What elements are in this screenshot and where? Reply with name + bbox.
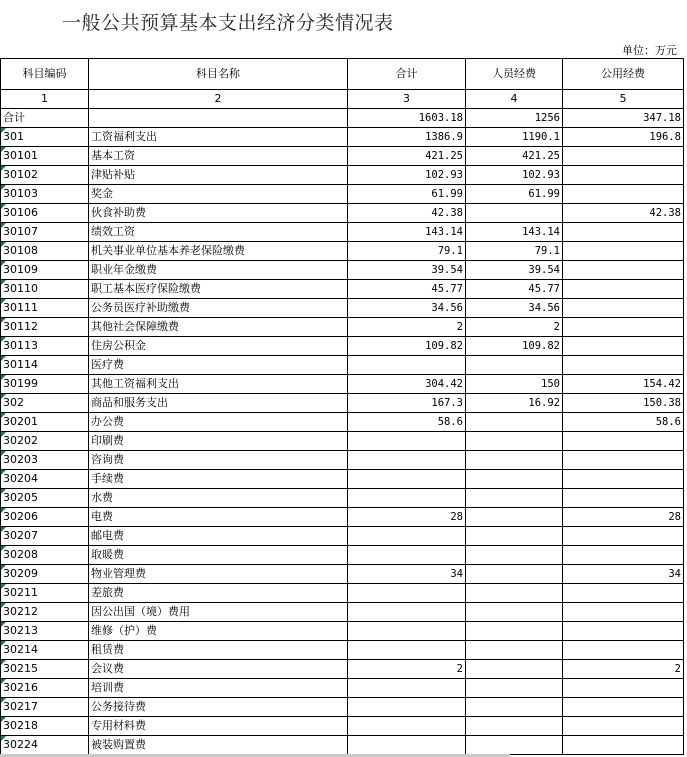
table-row: [1, 166, 684, 185]
cell-code[interactable]: [1, 261, 89, 280]
number-stored-as-text-indicator-icon: [1, 660, 6, 665]
cell-name[interactable]: 水费: [89, 489, 348, 508]
cell-code-text: 30111: [3, 301, 38, 314]
cell-name[interactable]: 商品和服务支出: [89, 394, 348, 413]
table-row: [1, 280, 684, 299]
cell-total[interactable]: [348, 679, 466, 698]
table-row: [1, 546, 684, 565]
number-stored-as-text-indicator-icon: [1, 736, 6, 741]
cell-code[interactable]: [1, 128, 89, 147]
table-row: [1, 185, 684, 204]
cell-code[interactable]: [1, 470, 89, 489]
cell-total[interactable]: 304.42: [348, 375, 466, 394]
number-stored-as-text-indicator-icon: [1, 527, 6, 532]
cell-personnel[interactable]: [466, 660, 563, 679]
cell-public[interactable]: 34: [563, 565, 684, 584]
unit-label: 单位：万元: [622, 44, 677, 57]
cell-public[interactable]: 150.38: [563, 394, 684, 413]
cell-total[interactable]: 28: [348, 508, 466, 527]
index-cell[interactable]: 4: [466, 90, 563, 109]
cell-code-text: 30110: [3, 282, 38, 295]
cell-personnel[interactable]: 143.14: [466, 223, 563, 242]
cell-personnel[interactable]: [466, 432, 563, 451]
cell-code-text: 30113: [3, 339, 38, 352]
number-stored-as-text-indicator-icon: [1, 679, 6, 684]
table-row: [1, 641, 684, 660]
cell-public[interactable]: [563, 470, 684, 489]
cell-personnel[interactable]: 150: [466, 375, 563, 394]
cell-code-text: 30203: [3, 453, 38, 466]
cell-name[interactable]: 因公出国（境）费用: [89, 603, 348, 622]
cell-code-text: 30212: [3, 605, 38, 618]
cell-code[interactable]: [1, 299, 89, 318]
header-name[interactable]: 科目名称: [89, 59, 348, 90]
cell-name[interactable]: 医疗费: [89, 356, 348, 375]
page-title: 一般公共预算基本支出经济分类情况表: [62, 12, 394, 34]
table-row: [1, 337, 684, 356]
cell-code[interactable]: [1, 679, 89, 698]
number-stored-as-text-indicator-icon: [1, 147, 6, 152]
cell-name[interactable]: 职业年金缴费: [89, 261, 348, 280]
cell-public[interactable]: [563, 584, 684, 603]
cell-code[interactable]: [1, 109, 89, 128]
table-row: [1, 375, 684, 394]
cell-name[interactable]: [89, 109, 348, 128]
cell-code[interactable]: [1, 489, 89, 508]
cell-total[interactable]: [348, 736, 466, 755]
cell-personnel[interactable]: [466, 622, 563, 641]
cell-code-text: 30214: [3, 643, 38, 656]
cell-name[interactable]: 公务接待费: [89, 698, 348, 717]
number-stored-as-text-indicator-icon: [1, 204, 6, 209]
cell-personnel[interactable]: [466, 413, 563, 432]
cell-code-text: 30209: [3, 567, 38, 580]
number-stored-as-text-indicator-icon: [1, 717, 6, 722]
cell-code-text: 30107: [3, 225, 38, 238]
cell-personnel[interactable]: [466, 603, 563, 622]
cell-name[interactable]: 津贴补贴: [89, 166, 348, 185]
cell-total[interactable]: [348, 641, 466, 660]
index-cell[interactable]: 1: [1, 90, 89, 109]
cell-personnel[interactable]: [466, 679, 563, 698]
cell-public[interactable]: [563, 432, 684, 451]
cell-name[interactable]: 被装购置费: [89, 736, 348, 755]
cell-name[interactable]: 奖金: [89, 185, 348, 204]
cell-total[interactable]: 109.82: [348, 337, 466, 356]
header-public[interactable]: 公用经费: [563, 59, 684, 90]
number-stored-as-text-indicator-icon: [1, 432, 6, 437]
table-row: [1, 299, 684, 318]
cell-total[interactable]: 34: [348, 565, 466, 584]
cell-code[interactable]: [1, 451, 89, 470]
cell-total[interactable]: [348, 451, 466, 470]
number-stored-as-text-indicator-icon: [1, 584, 6, 589]
cell-code-text: 30109: [3, 263, 38, 276]
table-row: [1, 261, 684, 280]
index-row: [1, 90, 684, 109]
cell-code[interactable]: [1, 223, 89, 242]
cell-personnel[interactable]: 1256: [466, 109, 563, 128]
cell-total[interactable]: 58.6: [348, 413, 466, 432]
cell-total[interactable]: [348, 470, 466, 489]
cell-code-text: 30114: [3, 358, 38, 371]
cell-public[interactable]: [563, 622, 684, 641]
table-row: [1, 565, 684, 584]
cell-personnel[interactable]: [466, 356, 563, 375]
cell-code-text: 30215: [3, 662, 38, 675]
cell-total[interactable]: 79.1: [348, 242, 466, 261]
cell-name[interactable]: 印刷费: [89, 432, 348, 451]
cell-code-text: 30211: [3, 586, 38, 599]
index-cell[interactable]: 5: [563, 90, 684, 109]
cell-public[interactable]: [563, 242, 684, 261]
number-stored-as-text-indicator-icon: [1, 698, 6, 703]
cell-code-text: 30199: [3, 377, 38, 390]
cell-name[interactable]: 公务员医疗补助缴费: [89, 299, 348, 318]
table-row: [1, 470, 684, 489]
cell-code[interactable]: [1, 356, 89, 375]
table-row: [1, 508, 684, 527]
cell-name[interactable]: 其他工资福利支出: [89, 375, 348, 394]
table-row: [1, 223, 684, 242]
number-stored-as-text-indicator-icon: [1, 185, 6, 190]
cell-code[interactable]: [1, 280, 89, 299]
cell-code-text: 301: [3, 130, 24, 143]
cell-public[interactable]: [563, 261, 684, 280]
cell-name[interactable]: 取暖费: [89, 546, 348, 565]
cell-code[interactable]: [1, 565, 89, 584]
number-stored-as-text-indicator-icon: [1, 489, 6, 494]
cell-total[interactable]: [348, 622, 466, 641]
cell-personnel[interactable]: [466, 641, 563, 660]
cell-code[interactable]: [1, 546, 89, 565]
cell-public[interactable]: [563, 679, 684, 698]
cell-public[interactable]: [563, 318, 684, 337]
cell-code[interactable]: [1, 375, 89, 394]
cell-personnel[interactable]: [466, 470, 563, 489]
cell-total[interactable]: 45.77: [348, 280, 466, 299]
cell-code-text: 30205: [3, 491, 38, 504]
table-row: [1, 603, 684, 622]
cell-public[interactable]: [563, 603, 684, 622]
cell-code-text: 30204: [3, 472, 38, 485]
cell-personnel[interactable]: 34.56: [466, 299, 563, 318]
cell-code[interactable]: [1, 603, 89, 622]
number-stored-as-text-indicator-icon: [1, 299, 6, 304]
number-stored-as-text-indicator-icon: [1, 603, 6, 608]
cell-personnel[interactable]: [466, 508, 563, 527]
cell-code[interactable]: [1, 242, 89, 261]
number-stored-as-text-indicator-icon: [1, 565, 6, 570]
cell-code-text: 302: [3, 396, 24, 409]
cell-personnel[interactable]: 1190.1: [466, 128, 563, 147]
table-row: [1, 109, 684, 128]
cell-total[interactable]: [348, 432, 466, 451]
table-row: [1, 451, 684, 470]
cell-total[interactable]: [348, 717, 466, 736]
cell-total[interactable]: [348, 546, 466, 565]
number-stored-as-text-indicator-icon: [1, 280, 6, 285]
number-stored-as-text-indicator-icon: [1, 375, 6, 380]
cell-name[interactable]: 伙食补助费: [89, 204, 348, 223]
table-row: [1, 242, 684, 261]
header-row: [1, 59, 684, 90]
cell-total[interactable]: 167.3: [348, 394, 466, 413]
cell-personnel[interactable]: 79.1: [466, 242, 563, 261]
cell-public[interactable]: [563, 166, 684, 185]
table-row: [1, 679, 684, 698]
number-stored-as-text-indicator-icon: [1, 356, 6, 361]
table-row: [1, 356, 684, 375]
cell-personnel[interactable]: [466, 451, 563, 470]
number-stored-as-text-indicator-icon: [1, 242, 6, 247]
cell-code-text: 30217: [3, 700, 38, 713]
cell-public[interactable]: [563, 698, 684, 717]
table-row: [1, 736, 684, 755]
cell-total[interactable]: [348, 698, 466, 717]
number-stored-as-text-indicator-icon: [1, 223, 6, 228]
table-row: [1, 622, 684, 641]
cell-personnel[interactable]: 421.25: [466, 147, 563, 166]
cell-code[interactable]: [1, 641, 89, 660]
number-stored-as-text-indicator-icon: [1, 451, 6, 456]
cell-personnel[interactable]: 16.92: [466, 394, 563, 413]
expenditure-table: [0, 58, 684, 755]
cell-code-text: 30213: [3, 624, 38, 637]
cell-name[interactable]: 机关事业单位基本养老保险缴费: [89, 242, 348, 261]
table-row: [1, 489, 684, 508]
cell-total[interactable]: 39.54: [348, 261, 466, 280]
cell-personnel[interactable]: 102.93: [466, 166, 563, 185]
cell-name[interactable]: 会议费: [89, 660, 348, 679]
index-cell[interactable]: 2: [89, 90, 348, 109]
cell-personnel[interactable]: 45.77: [466, 280, 563, 299]
cell-code-text: 30201: [3, 415, 38, 428]
cell-name[interactable]: 手续费: [89, 470, 348, 489]
cell-total[interactable]: [348, 489, 466, 508]
cell-name[interactable]: 办公费: [89, 413, 348, 432]
cell-personnel[interactable]: [466, 527, 563, 546]
table-row: [1, 147, 684, 166]
cell-code[interactable]: [1, 166, 89, 185]
number-stored-as-text-indicator-icon: [1, 413, 6, 418]
number-stored-as-text-indicator-icon: [1, 622, 6, 627]
table-row: [1, 128, 684, 147]
cell-total[interactable]: 34.56: [348, 299, 466, 318]
number-stored-as-text-indicator-icon: [1, 166, 6, 171]
table-row: [1, 204, 684, 223]
cell-public[interactable]: 2: [563, 660, 684, 679]
cell-public[interactable]: [563, 337, 684, 356]
cell-public[interactable]: [563, 736, 684, 755]
cell-name[interactable]: 电费: [89, 508, 348, 527]
cell-code[interactable]: [1, 432, 89, 451]
table-row: [1, 660, 684, 679]
header-total[interactable]: 合计: [348, 59, 466, 90]
cell-name[interactable]: 职工基本医疗保险缴费: [89, 280, 348, 299]
cell-name[interactable]: 绩效工资: [89, 223, 348, 242]
number-stored-as-text-indicator-icon: [1, 128, 6, 133]
cell-code-text: 30102: [3, 168, 38, 181]
cell-public[interactable]: [563, 147, 684, 166]
cell-personnel[interactable]: [466, 565, 563, 584]
cell-total[interactable]: 42.38: [348, 204, 466, 223]
cell-public[interactable]: [563, 717, 684, 736]
table-row: [1, 318, 684, 337]
cell-public[interactable]: [563, 546, 684, 565]
cell-total[interactable]: [348, 356, 466, 375]
cell-name[interactable]: 培训费: [89, 679, 348, 698]
cell-code[interactable]: [1, 318, 89, 337]
cell-code[interactable]: [1, 204, 89, 223]
header-code[interactable]: 科目编码: [1, 59, 89, 90]
cell-name[interactable]: 咨询费: [89, 451, 348, 470]
cell-name[interactable]: 基本工资: [89, 147, 348, 166]
cell-total[interactable]: 1603.18: [348, 109, 466, 128]
cell-name[interactable]: 专用材料费: [89, 717, 348, 736]
cell-public[interactable]: [563, 185, 684, 204]
number-stored-as-text-indicator-icon: [1, 337, 6, 342]
cell-code[interactable]: [1, 413, 89, 432]
cell-total[interactable]: 1386.9: [348, 128, 466, 147]
cell-name[interactable]: 物业管理费: [89, 565, 348, 584]
number-stored-as-text-indicator-icon: [1, 508, 6, 513]
cell-code-text: 30224: [3, 738, 38, 751]
cell-public[interactable]: [563, 223, 684, 242]
cell-total[interactable]: 421.25: [348, 147, 466, 166]
cell-code[interactable]: [1, 527, 89, 546]
cell-name[interactable]: 邮电费: [89, 527, 348, 546]
cell-code[interactable]: [1, 660, 89, 679]
cell-public[interactable]: [563, 356, 684, 375]
cell-public[interactable]: 42.38: [563, 204, 684, 223]
cell-public[interactable]: [563, 641, 684, 660]
cell-total[interactable]: 61.99: [348, 185, 466, 204]
number-stored-as-text-indicator-icon: [1, 470, 6, 475]
cell-public[interactable]: 154.42: [563, 375, 684, 394]
cell-total[interactable]: [348, 527, 466, 546]
cell-code[interactable]: [1, 337, 89, 356]
index-cell[interactable]: 3: [348, 90, 466, 109]
cell-code[interactable]: [1, 508, 89, 527]
cell-total[interactable]: [348, 584, 466, 603]
cell-total[interactable]: 102.93: [348, 166, 466, 185]
cell-personnel[interactable]: [466, 717, 563, 736]
cell-code[interactable]: [1, 717, 89, 736]
table-row: [1, 717, 684, 736]
cell-total[interactable]: 143.14: [348, 223, 466, 242]
cell-code[interactable]: [1, 698, 89, 717]
number-stored-as-text-indicator-icon: [1, 261, 6, 266]
cell-name[interactable]: 租赁费: [89, 641, 348, 660]
table-row: [1, 527, 684, 546]
cell-total[interactable]: 2: [348, 318, 466, 337]
cell-code-text: 30208: [3, 548, 38, 561]
cell-name[interactable]: 住房公积金: [89, 337, 348, 356]
cell-code[interactable]: [1, 736, 89, 755]
cell-public[interactable]: [563, 527, 684, 546]
cell-code-text: 30103: [3, 187, 38, 200]
cell-public[interactable]: [563, 451, 684, 470]
cell-personnel[interactable]: [466, 736, 563, 755]
number-stored-as-text-indicator-icon: [1, 394, 6, 399]
number-stored-as-text-indicator-icon: [1, 318, 6, 323]
cell-code[interactable]: [1, 622, 89, 641]
cell-public[interactable]: 58.6: [563, 413, 684, 432]
cell-code-text: 30101: [3, 149, 38, 162]
cell-personnel[interactable]: [466, 584, 563, 603]
cell-public[interactable]: [563, 299, 684, 318]
cell-code-text: 30206: [3, 510, 38, 523]
cell-personnel[interactable]: 39.54: [466, 261, 563, 280]
cell-personnel[interactable]: 2: [466, 318, 563, 337]
cell-public[interactable]: 28: [563, 508, 684, 527]
cell-personnel[interactable]: [466, 698, 563, 717]
cell-code-text: 30218: [3, 719, 38, 732]
cell-name[interactable]: 差旅费: [89, 584, 348, 603]
table-row: [1, 413, 684, 432]
cell-code[interactable]: [1, 394, 89, 413]
cell-personnel[interactable]: [466, 489, 563, 508]
cell-code[interactable]: [1, 185, 89, 204]
cell-code-text: 合计: [3, 111, 25, 124]
cell-public[interactable]: 347.18: [563, 109, 684, 128]
cell-name[interactable]: 维修（护）费: [89, 622, 348, 641]
number-stored-as-text-indicator-icon: [1, 546, 6, 551]
number-stored-as-text-indicator-icon: [1, 641, 6, 646]
cell-total[interactable]: 2: [348, 660, 466, 679]
cell-personnel[interactable]: [466, 546, 563, 565]
cell-personnel[interactable]: 109.82: [466, 337, 563, 356]
cell-public[interactable]: 196.8: [563, 128, 684, 147]
cell-code-text: 30202: [3, 434, 38, 447]
cell-code-text: 30216: [3, 681, 38, 694]
table-row: [1, 698, 684, 717]
cell-code-text: 30106: [3, 206, 38, 219]
cell-code-text: 30112: [3, 320, 38, 333]
cell-personnel[interactable]: 61.99: [466, 185, 563, 204]
cell-code-text: 30207: [3, 529, 38, 542]
cell-public[interactable]: [563, 280, 684, 299]
table-row: [1, 432, 684, 451]
header-personnel[interactable]: 人员经费: [466, 59, 563, 90]
cell-personnel[interactable]: [466, 204, 563, 223]
cell-code-text: 30108: [3, 244, 38, 257]
cell-public[interactable]: [563, 489, 684, 508]
table-row: [1, 394, 684, 413]
cell-name[interactable]: 其他社会保障缴费: [89, 318, 348, 337]
cell-total[interactable]: [348, 603, 466, 622]
table-row: [1, 584, 684, 603]
cell-name[interactable]: 工资福利支出: [89, 128, 348, 147]
cell-code[interactable]: [1, 584, 89, 603]
cell-code[interactable]: [1, 147, 89, 166]
